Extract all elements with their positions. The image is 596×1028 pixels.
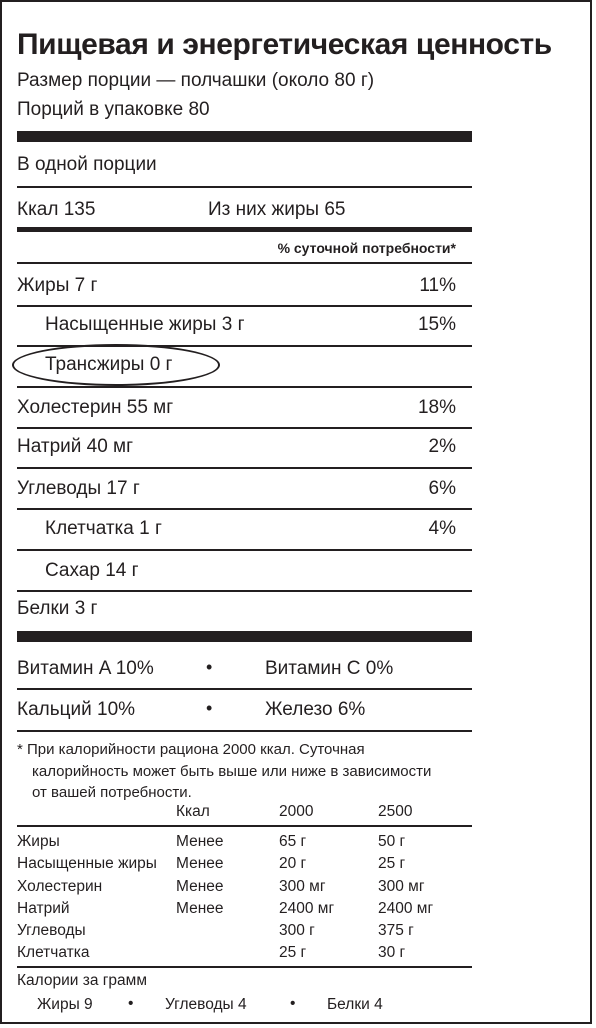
ref-row-2500: 375 г bbox=[378, 922, 414, 939]
ref-header-kcal: Ккал bbox=[176, 803, 210, 820]
nutrient-carbohydrates: Углеводы 17 г bbox=[17, 478, 140, 499]
ref-row-name: Жиры bbox=[17, 833, 60, 850]
divider bbox=[17, 305, 472, 307]
divider bbox=[17, 386, 472, 388]
ref-row-qual: Менее bbox=[176, 833, 224, 850]
ref-row-2000: 25 г bbox=[279, 944, 307, 961]
ref-row-2000: 300 мг bbox=[279, 878, 326, 895]
ref-row-name: Клетчатка bbox=[17, 944, 90, 961]
ref-row-name: Холестерин bbox=[17, 878, 103, 895]
nutrient-protein: Белки 3 г bbox=[17, 598, 98, 619]
ref-row-2000: 65 г bbox=[279, 833, 307, 850]
bullet-separator: • bbox=[206, 698, 213, 718]
calories-per-gram-protein: Белки 4 bbox=[327, 996, 383, 1013]
bullet-separator: • bbox=[128, 995, 134, 1012]
divider bbox=[17, 186, 472, 188]
ref-row-qual: Менее bbox=[176, 855, 224, 872]
footnote-line-2: калорийность может быть выше или ниже в зависимости bbox=[32, 763, 432, 780]
nutrient-carbohydrates-dv: 6% bbox=[428, 478, 456, 499]
thick-divider bbox=[17, 631, 472, 642]
nutrient-cholesterol-dv: 18% bbox=[417, 397, 456, 418]
calories-per-gram-carbs: Углеводы 4 bbox=[165, 996, 247, 1013]
calories-value: Ккал 135 bbox=[17, 199, 96, 220]
ref-row-2500: 25 г bbox=[378, 855, 406, 872]
nutrient-saturated-fat-dv: 15% bbox=[417, 314, 456, 335]
ref-header-2000: 2000 bbox=[279, 803, 314, 820]
bullet-separator: • bbox=[206, 657, 213, 677]
ref-row-2500: 2400 мг bbox=[378, 900, 434, 917]
nutrient-saturated-fat: Насыщенные жиры 3 г bbox=[45, 314, 245, 335]
ref-row-2500: 300 мг bbox=[378, 878, 425, 895]
ref-row-name: Углеводы bbox=[17, 922, 86, 939]
nutrient-sugar: Сахар 14 г bbox=[45, 560, 139, 581]
divider bbox=[17, 427, 472, 429]
nutrient-sodium-dv: 2% bbox=[428, 436, 456, 457]
iron: Железо 6% bbox=[265, 699, 366, 720]
ref-row-2000: 300 г bbox=[279, 922, 315, 939]
footnote-line-3: от вашей потребности. bbox=[32, 784, 192, 801]
serving-size: Размер порции — полчашки (около 80 г) bbox=[17, 70, 375, 91]
label-title: Пищевая и энергетическая ценность bbox=[17, 28, 552, 61]
nutrient-fiber-dv: 4% bbox=[428, 518, 456, 539]
divider bbox=[17, 590, 472, 592]
divider bbox=[17, 262, 472, 264]
ref-row-2000: 2400 мг bbox=[279, 900, 335, 917]
medium-divider bbox=[17, 227, 472, 232]
ref-row-2500: 30 г bbox=[378, 944, 406, 961]
divider bbox=[17, 549, 472, 551]
nutrient-fiber: Клетчатка 1 г bbox=[45, 518, 162, 539]
daily-value-header: % суточной потребности* bbox=[277, 240, 456, 256]
ref-row-name: Насыщенные жиры bbox=[17, 855, 157, 872]
ref-row-2500: 50 г bbox=[378, 833, 406, 850]
per-serving-label: В одной порции bbox=[17, 154, 157, 175]
ref-row-qual: Менее bbox=[176, 900, 224, 917]
divider bbox=[17, 730, 472, 732]
divider bbox=[17, 825, 472, 827]
footnote-line-1: * При калорийности рациона 2000 ккал. Суточная bbox=[17, 741, 365, 758]
bullet-separator: • bbox=[290, 995, 296, 1012]
divider bbox=[17, 966, 472, 968]
nutrient-sodium: Натрий 40 мг bbox=[17, 436, 134, 457]
calories-per-gram-fat: Жиры 9 bbox=[37, 996, 93, 1013]
calories-from-fat: Из них жиры 65 bbox=[208, 199, 346, 220]
nutrient-fat-dv: 11% bbox=[419, 275, 456, 296]
divider bbox=[17, 467, 472, 469]
ref-header-2500: 2500 bbox=[378, 803, 413, 820]
thick-divider bbox=[17, 131, 472, 142]
vitamin-a: Витамин A 10% bbox=[17, 658, 154, 679]
divider bbox=[17, 508, 472, 510]
servings-per-container: Порций в упаковке 80 bbox=[17, 99, 210, 120]
ref-row-qual: Менее bbox=[176, 878, 224, 895]
vitamin-c: Витамин C 0% bbox=[265, 658, 394, 679]
ref-row-2000: 20 г bbox=[279, 855, 307, 872]
divider bbox=[17, 688, 472, 690]
calcium: Кальций 10% bbox=[17, 699, 136, 720]
calories-per-gram-title: Калории за грамм bbox=[17, 972, 147, 989]
ref-row-name: Натрий bbox=[17, 900, 70, 917]
nutrient-fat: Жиры 7 г bbox=[17, 275, 98, 296]
nutrient-cholesterol: Холестерин 55 мг bbox=[17, 397, 174, 418]
nutrient-trans-fat: Трансжиры 0 г bbox=[45, 354, 173, 375]
